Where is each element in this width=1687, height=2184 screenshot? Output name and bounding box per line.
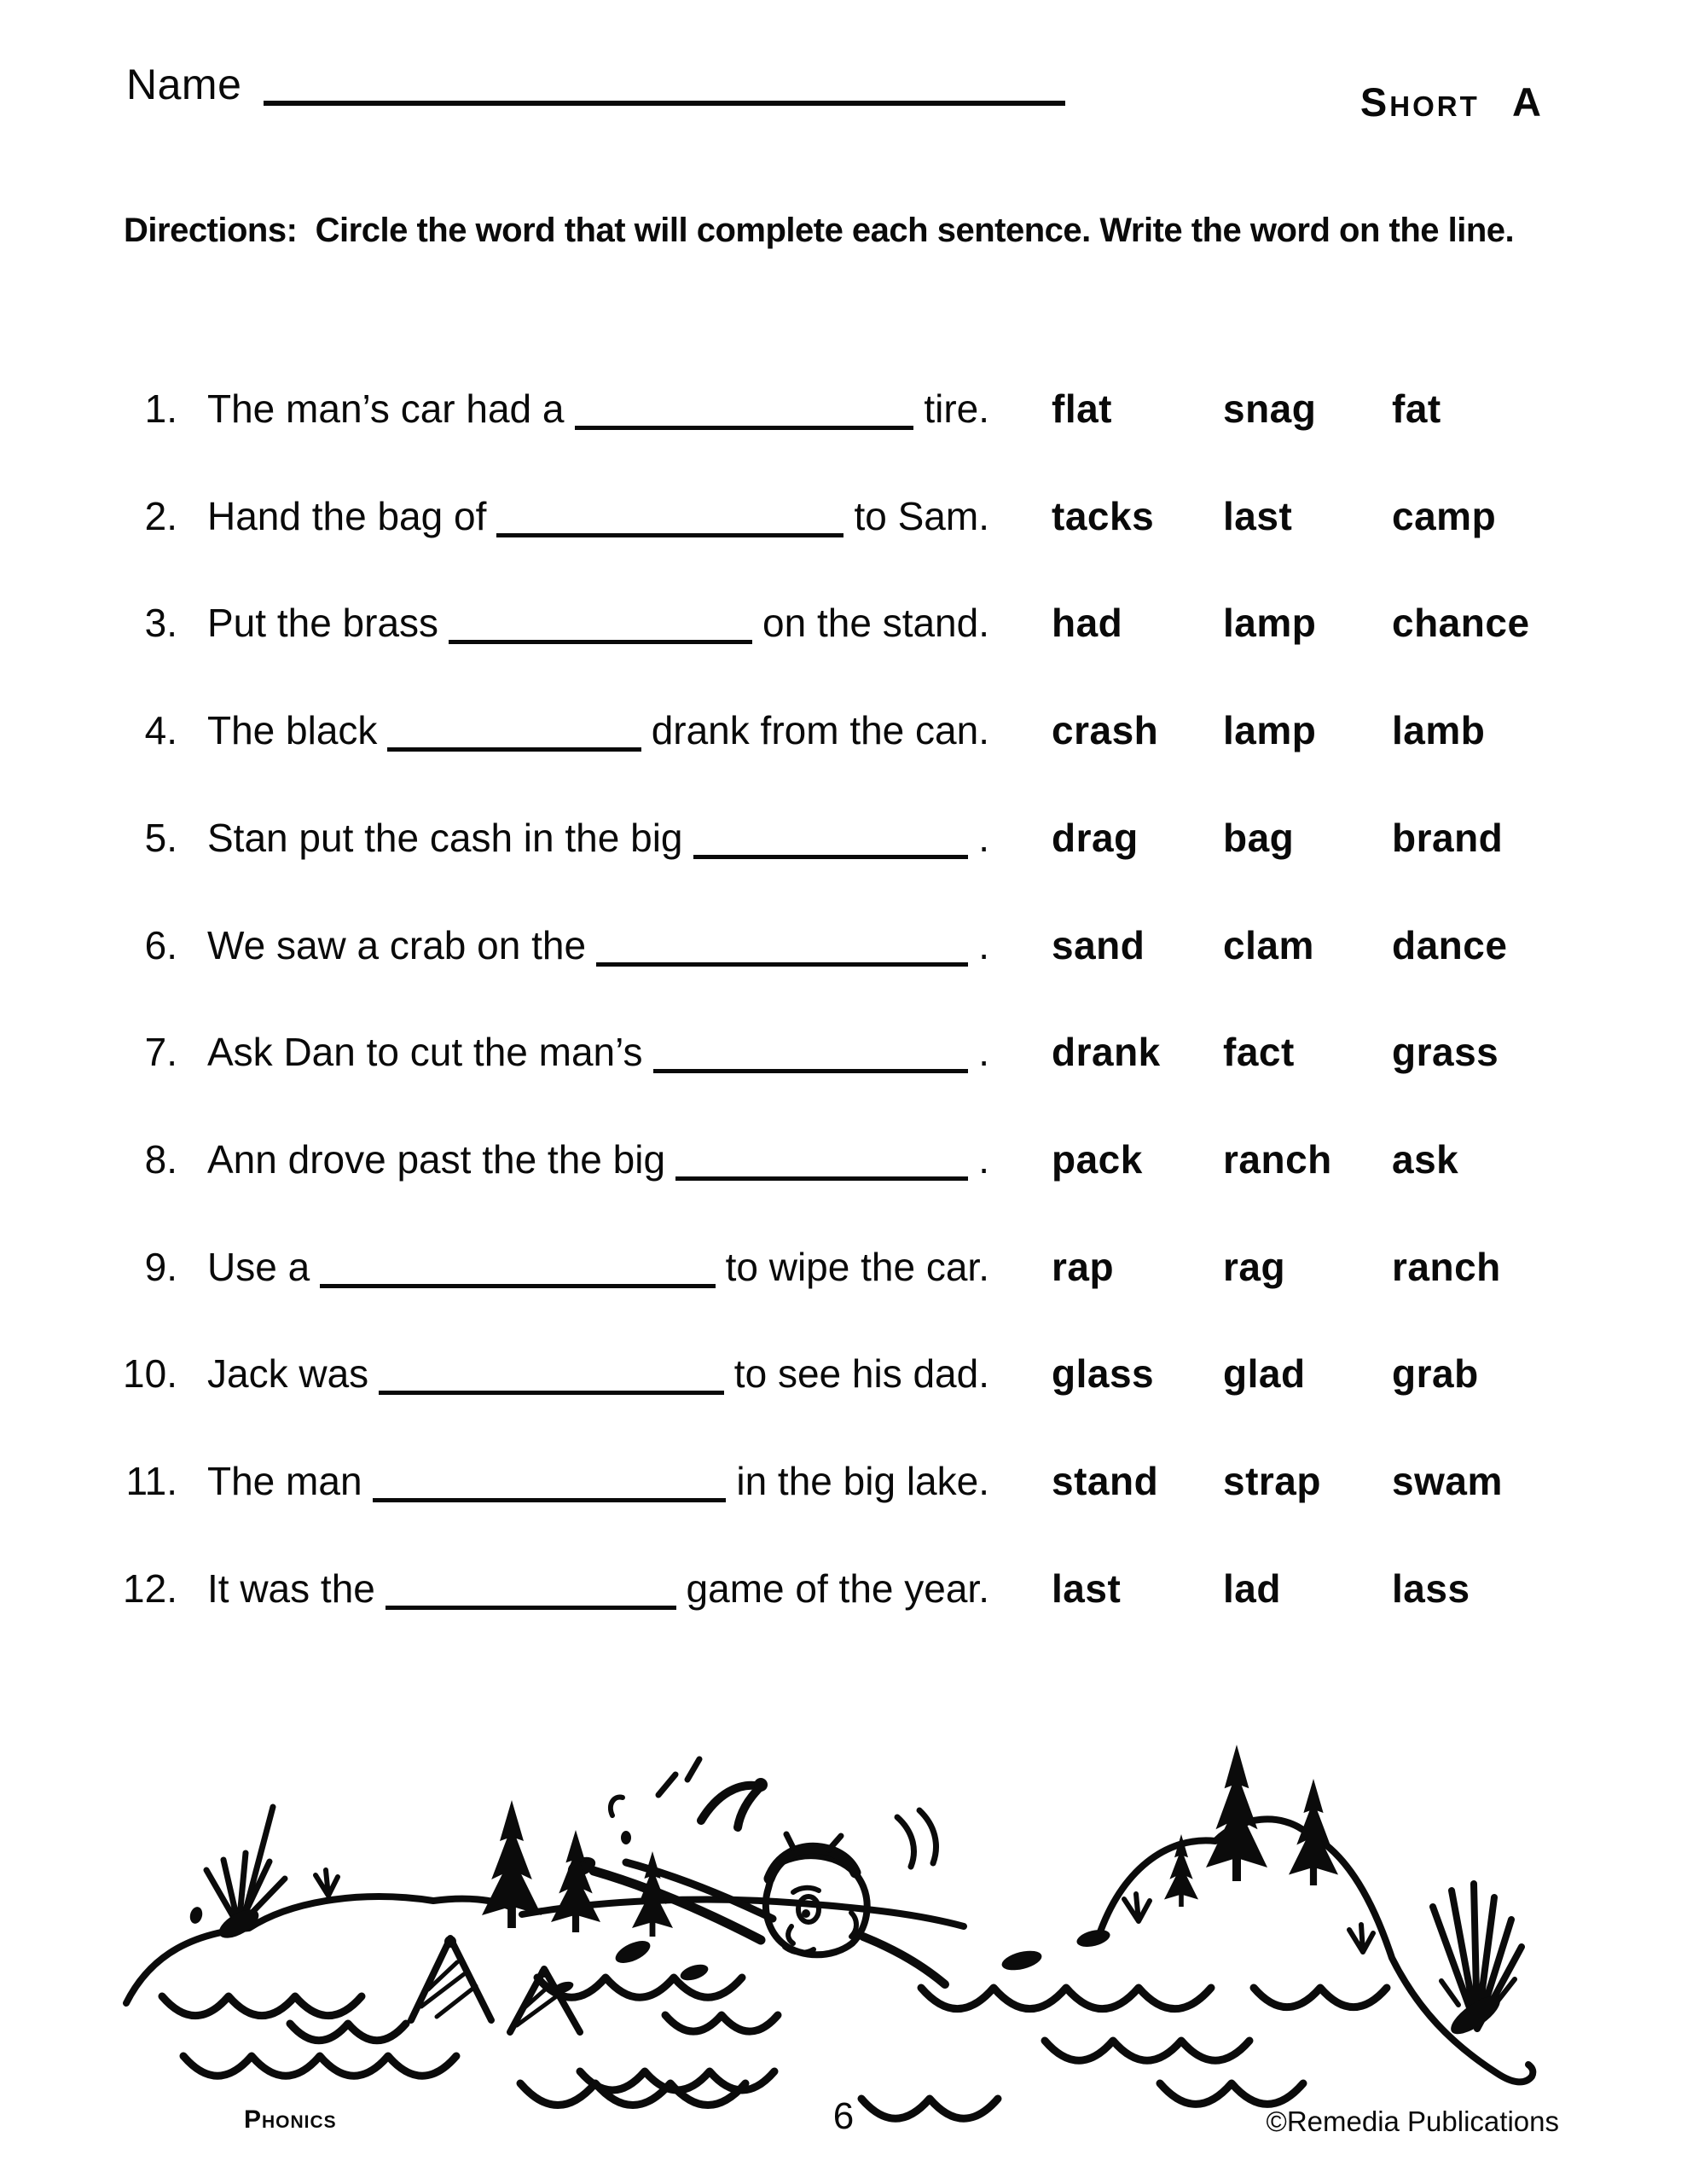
sentence-text-before: Stan put the cash in the big [207, 815, 683, 860]
question-row [0, 707, 1687, 767]
sentence-text-before: Ann drove past the the big [207, 1136, 666, 1182]
water-wave [290, 2024, 406, 2041]
answer-blank[interactable] [379, 1391, 724, 1395]
answer-blank[interactable] [693, 855, 969, 859]
answer-blank[interactable] [373, 1498, 727, 1502]
word-choice-2[interactable]: lad [1223, 1565, 1281, 1611]
question-number: 3. [144, 601, 177, 646]
question-row [0, 493, 1687, 553]
page-number: 6 [832, 2095, 855, 2137]
question-sentence [207, 922, 989, 968]
water-wave [665, 2015, 778, 2031]
word-choice-2[interactable]: glad [1223, 1351, 1306, 1397]
sentence-text-after: . [978, 1136, 989, 1182]
word-choice-3[interactable]: ask [1392, 1136, 1459, 1182]
word-choice-3[interactable]: lamb [1392, 708, 1486, 753]
sentence-text-after: to Sam. [854, 493, 989, 538]
water-shadows [551, 1926, 1112, 1996]
question-sentence [207, 1565, 989, 1612]
word-choice-2[interactable]: rag [1223, 1244, 1286, 1289]
question-row [0, 600, 1687, 659]
question-row [0, 1458, 1687, 1518]
word-choice-2[interactable]: lamp [1223, 708, 1317, 753]
pine-tree [482, 1800, 542, 1928]
word-choice-2[interactable]: clam [1223, 922, 1314, 967]
sentence-text-before: We saw a crab on the [207, 922, 587, 967]
word-choice-1[interactable]: pack [1052, 1136, 1143, 1182]
question-sentence [207, 1350, 989, 1397]
question-number: 10. [123, 1351, 177, 1397]
sentence-text-before: Put the brass [207, 601, 439, 646]
word-choice-1[interactable]: crash [1052, 708, 1159, 753]
pine-tree [1206, 1745, 1267, 1881]
copyright-text: ©Remedia Publications [1266, 2106, 1559, 2137]
word-choice-3[interactable]: swam [1392, 1459, 1503, 1503]
water-wave [183, 2056, 456, 2076]
word-choice-3[interactable]: dance [1392, 922, 1508, 967]
answer-blank[interactable] [675, 1176, 968, 1181]
sentence-text-before: The man’s car had a [207, 386, 565, 431]
pine-tree [551, 1830, 600, 1932]
question-row [0, 1350, 1687, 1410]
question-number: 1. [144, 386, 177, 431]
page-title: Short A [1359, 79, 1544, 125]
footer-series-label: Phonics [244, 2106, 337, 2134]
word-choice-1[interactable]: last [1052, 1565, 1122, 1611]
word-choice-2[interactable]: strap [1223, 1459, 1321, 1503]
question-sentence [207, 1029, 989, 1075]
answer-blank[interactable] [387, 747, 641, 752]
word-choice-3[interactable]: brand [1392, 815, 1504, 860]
question-sentence [207, 493, 989, 539]
question-row [0, 1244, 1687, 1304]
question-row [0, 1565, 1687, 1625]
name-row [126, 60, 1065, 109]
word-choice-2[interactable]: last [1223, 493, 1293, 538]
word-choice-1[interactable]: flat [1052, 386, 1112, 431]
sentence-text-before: Jack was [207, 1351, 369, 1397]
question-sentence [207, 1244, 989, 1290]
pine-tree [1289, 1779, 1338, 1885]
word-choice-2[interactable]: bag [1223, 815, 1295, 860]
word-choice-3[interactable]: ranch [1392, 1244, 1501, 1289]
sentence-text-before: Ask Dan to cut the man’s [207, 1030, 643, 1075]
answer-blank[interactable] [386, 1606, 676, 1610]
question-number: 6. [144, 922, 177, 967]
lake-swimmer-illustration [111, 1732, 1561, 2141]
question-number: 9. [144, 1244, 177, 1289]
word-choice-2[interactable]: lamp [1223, 601, 1317, 646]
sentence-text-after: on the stand. [762, 601, 989, 646]
word-choice-3[interactable]: lass [1392, 1565, 1470, 1611]
question-sentence [207, 1458, 989, 1504]
question-sentence [207, 386, 989, 432]
question-row [0, 922, 1687, 982]
sentence-text-before: Use a [207, 1244, 310, 1289]
question-sentence [207, 707, 989, 753]
question-number: 11. [125, 1459, 177, 1503]
answer-blank[interactable] [496, 533, 844, 537]
sentence-text-before: The man [207, 1459, 362, 1503]
word-choice-1[interactable]: drank [1052, 1030, 1161, 1075]
answer-blank[interactable] [320, 1284, 715, 1288]
sentence-text-after: tire. [924, 386, 989, 431]
answer-blank[interactable] [449, 640, 752, 644]
word-choice-3[interactable]: camp [1392, 493, 1497, 538]
question-row [0, 1136, 1687, 1196]
sentence-text-before: It was the [207, 1565, 375, 1611]
question-number: 5. [144, 815, 177, 860]
sentence-text-after: game of the year. [686, 1565, 989, 1611]
word-choice-2[interactable]: snag [1223, 386, 1317, 431]
water-wave [1045, 2041, 1249, 2060]
question-row [0, 1029, 1687, 1089]
answer-blank[interactable] [653, 1069, 969, 1073]
question-sentence [207, 600, 989, 646]
word-choice-2[interactable]: fact [1223, 1030, 1295, 1075]
word-choice-1[interactable]: sand [1052, 922, 1145, 967]
sentence-text-after: drank from the can. [651, 708, 989, 753]
sentence-text-after: to wipe the car. [725, 1244, 989, 1289]
answer-blank[interactable] [575, 426, 914, 430]
question-number: 2. [144, 493, 177, 538]
answer-blank[interactable] [596, 962, 968, 967]
word-choice-1[interactable]: stand [1052, 1459, 1159, 1503]
word-choice-3[interactable]: fat [1392, 386, 1441, 431]
word-choice-3[interactable]: grass [1392, 1030, 1499, 1075]
word-choice-3[interactable]: grab [1392, 1351, 1479, 1397]
word-choice-1[interactable]: glass [1052, 1351, 1155, 1397]
sentence-text-before: The black [207, 708, 378, 753]
sentence-text-before: Hand the bag of [207, 493, 487, 538]
question-row [0, 386, 1687, 445]
name-label: Name [126, 61, 242, 108]
sentence-text-after: . [978, 922, 989, 967]
question-row [0, 815, 1687, 874]
word-choice-1[interactable]: had [1052, 601, 1123, 646]
water-wave [1254, 1988, 1387, 2007]
word-choice-1[interactable]: rap [1052, 1244, 1115, 1289]
question-sentence [207, 1136, 989, 1182]
question-sentence [207, 815, 989, 861]
sentence-text-after: . [978, 1030, 989, 1075]
word-choice-2[interactable]: ranch [1223, 1136, 1332, 1182]
word-choice-1[interactable]: tacks [1052, 493, 1155, 538]
question-number: 7. [144, 1030, 177, 1075]
sentence-text-after: . [978, 815, 989, 860]
name-input-line[interactable] [264, 101, 1065, 106]
sentence-text-after: to see his dad. [733, 1351, 989, 1397]
question-number: 4. [144, 708, 177, 753]
question-number: 12. [123, 1565, 177, 1611]
question-number: 8. [144, 1136, 177, 1182]
directions-text: Directions: Circle the word that will complete each sentence. Write the word on the line. [124, 212, 1515, 249]
water-wave [921, 1988, 1211, 2009]
word-choice-1[interactable]: drag [1052, 815, 1139, 860]
sentence-text-after: in the big lake. [736, 1459, 989, 1503]
water-wave [162, 1996, 362, 2016]
word-choice-3[interactable]: chance [1392, 601, 1530, 646]
